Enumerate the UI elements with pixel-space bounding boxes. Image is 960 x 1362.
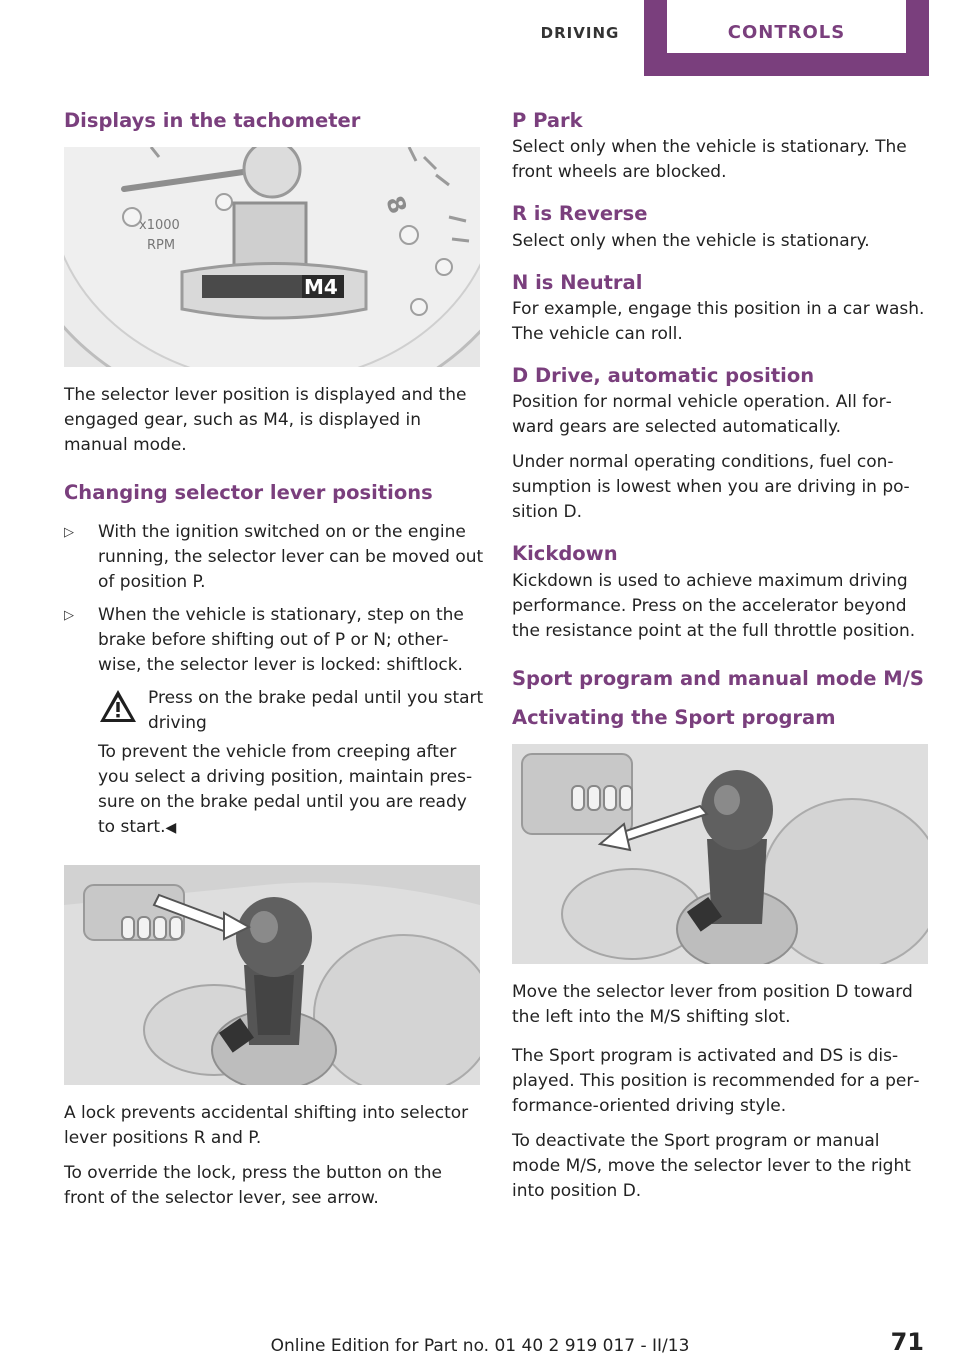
changing-heading: Changing selector lever positions [64,481,433,505]
drive-text-1: Position for normal vehicle operation. All for‐ward gears are selected automatically. [512,392,892,438]
kickdown-text: Kickdown is used to achieve maximum driving performance. Press on the accelerator beyond the resistance point at the full throttle position. [512,570,916,641]
unit-label: RPM [147,238,176,254]
warning-text [98,740,484,841]
bullet-text: When the vehicle is stationary, step on the brake before shifting out of P or N; other‐wise, the selector lever is locked: shiftlock. [98,604,464,675]
warning-block [64,686,484,841]
warning-title: Press on the brake pedal until you start driving [148,687,484,733]
park-heading: P Park [512,109,583,132]
chapter-label: CONTROLS [667,0,906,53]
right-column [512,108,932,1214]
bullet-item [64,603,484,678]
reverse-text: Select only when the vehicle is stationary. [512,230,870,251]
activated-text: The Sport program is activated and DS is dis‐played. This position is recommended for a per‐formance-oriented driving style. [512,1046,920,1117]
kickdown-heading: Kickdown [512,542,618,566]
drive-heading: D Drive, automatic position [512,364,815,388]
footer-edition: Online Edition for Part no. 01 40 2 919 017 - II/13 [270,1336,690,1356]
scale-label: x1000 [139,218,180,234]
reverse-heading: R is Reverse [512,202,648,226]
activating-heading: Activating the Sport program [512,706,836,730]
bullet-marker: ▷ [64,607,74,623]
sport-shifter-illustration [512,744,928,964]
end-marker: ◀ [165,819,177,836]
override-text: To override the lock, press the button on the front of the selector lever, see arrow. [64,1162,442,1208]
chapter-tab [644,0,929,76]
tacho-text: The selector lever position is displayed and the engaged gear, such as M4, is displayed in manual mode. [64,385,467,456]
tick-label: 8 [380,192,413,218]
shifter-lock-figure [64,865,480,1085]
left-column [64,108,484,1221]
neutral-heading: N is Neutral [512,270,643,294]
warning-header [98,686,484,736]
page-number: 71 [890,1328,924,1356]
park-text: Select only when the vehicle is stationary. The front wheels are blocked. [512,137,907,183]
warning-body: To prevent the vehicle from creeping after you select a driving position, maintain pres‐sure on the brake pedal until you are ready to start. [98,741,473,837]
lock-text: A lock prevents accidental shifting into selector lever positions R and P. [64,1102,469,1148]
gear-display: M4 [304,275,338,300]
deactivate-text: To deactivate the Sport program or manual mode M/S, move the selector lever to the right into position D. [512,1131,911,1202]
warning-triangle-icon [98,688,138,724]
shift-bullets [64,520,484,678]
shifter-illustration [64,865,480,1085]
tachometer-figure [64,147,480,367]
bullet-item [64,520,484,595]
move-text: Move the selector lever from position D toward the left into the M/S shifting slot. [512,982,913,1028]
bullet-marker: ▷ [64,524,74,540]
tacho-heading: Displays in the tachometer [64,109,361,132]
tachometer-illustration [64,147,480,367]
sport-shift-figure [512,744,928,964]
section-label: DRIVING [540,24,620,42]
sport-heading: Sport program and manual mode M/S [512,666,924,690]
bullet-text: With the ignition switched on or the engine running, the selector lever can be moved out of position P. [98,521,484,592]
neutral-text: For example, engage this position in a car wash. The vehicle can roll. [512,299,925,345]
drive-text-2: Under normal operating conditions, fuel con‐sumption is lowest when you are driving in po‐sition D. [512,452,910,523]
